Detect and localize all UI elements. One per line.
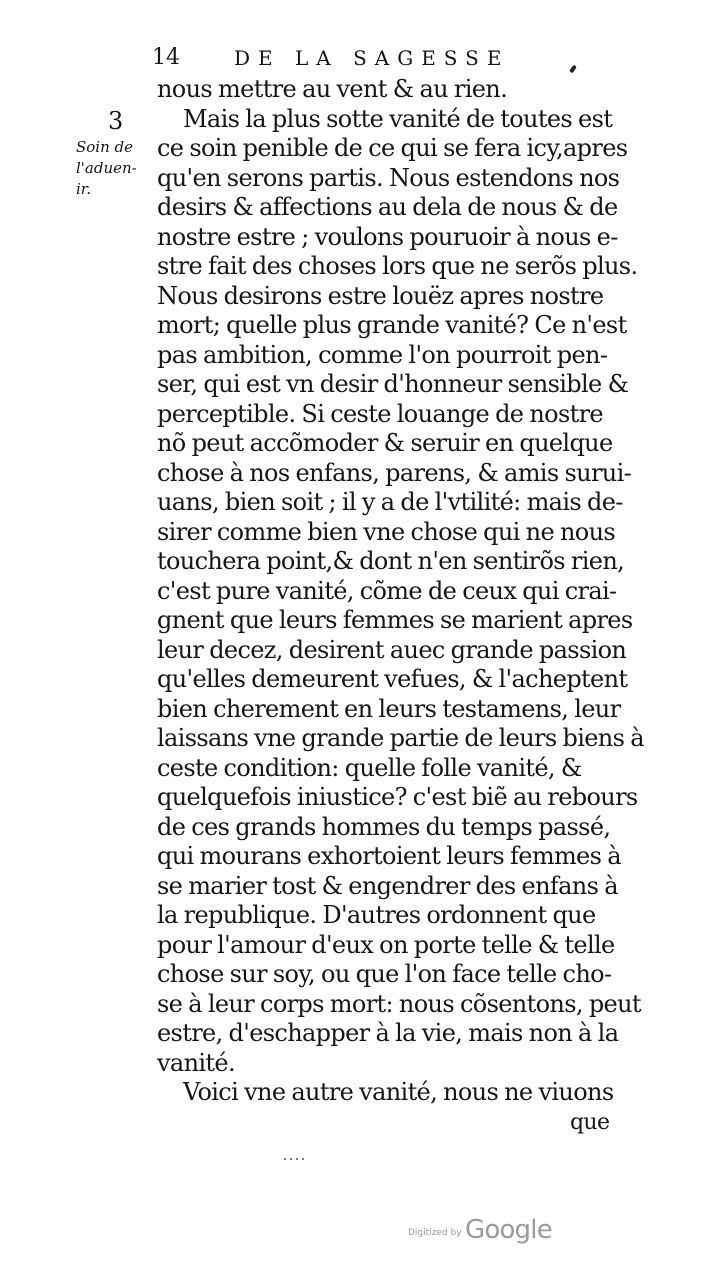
- text-line: leur decez, desirent auec grande passion: [157, 635, 627, 664]
- text-line: desirs & affections au dela de nous & de: [157, 193, 618, 221]
- text-line: qu'elles demeurent vefues, & l'acheptent: [157, 665, 628, 693]
- text-line: bien cherement en leurs testamens, leur: [157, 694, 621, 723]
- text-line: Nous desirons estre louëz apres nostre: [157, 281, 604, 310]
- text-line: uans, bien soit ; il y a de l'vtilité: mais de-: [157, 488, 623, 516]
- margin-note-line: ir.: [76, 180, 92, 198]
- text-line: se marier tost & engendrer des enfans à: [157, 871, 618, 900]
- text-line: chose sur soy, ou que l'on face telle cho-: [157, 960, 612, 988]
- text-line: nous mettre au vent & au rien.: [157, 75, 508, 103]
- body-text: [157, 75, 644, 1137]
- text-line: mort; quelle plus grande vanité? Ce n'est: [157, 311, 627, 339]
- text-line: sirer comme bien vne chose qui ne nous: [157, 517, 616, 546]
- margin-note-line: l'aduen-: [76, 159, 137, 177]
- page-header: [152, 41, 632, 75]
- margin-note: [76, 137, 148, 200]
- text-line: ser, qui est vn desir d'honneur sensible &: [157, 370, 629, 398]
- text-line: perceptible. Si ceste louange de nostre: [157, 399, 603, 428]
- running-head: DE LA SAGESSE: [234, 46, 510, 70]
- text-line: nostre estre ; voulons pouruoir à nous e-: [157, 222, 618, 251]
- printer-dots: [284, 1158, 364, 1162]
- text-line: chose à nos enfans, parens, & amis surui-: [157, 458, 632, 487]
- catchword: que: [570, 1109, 610, 1135]
- text-line: c'est pure vanité, cõme de ceux qui crai-: [157, 576, 617, 605]
- text-line: Mais la plus sotte vanité de toutes est: [183, 104, 613, 133]
- page-number: 14: [152, 45, 180, 70]
- printer-mark: [569, 65, 577, 74]
- text-line: quelquefois iniustice? c'est biẽ au rebours: [157, 783, 638, 811]
- text-line: Voici vne autre vanité, nous ne viuons: [183, 1078, 614, 1106]
- text-line: de ces grands hommes du temps passé,: [157, 812, 611, 841]
- text-line: pour l'amour d'eux on porte telle & telle: [157, 930, 615, 959]
- text-line: pas ambition, comme l'on pourroit pen-: [157, 340, 608, 369]
- text-line: gnent que leurs femmes se marient apres: [157, 606, 633, 634]
- text-line: nõ peut accõmoder & seruir en quelque: [157, 429, 613, 457]
- margin-note-line: Soin de: [76, 138, 134, 156]
- text-line: touchera point,& dont n'en sentirõs rien,: [157, 547, 625, 575]
- text-line: ce soin penible de ce qui se fera icy,apres: [157, 134, 628, 162]
- section-number: 3: [108, 107, 124, 135]
- watermark-prefix: Digitized by: [408, 1228, 462, 1238]
- text-line: estre, d'eschapper à la vie, mais non à la: [157, 1019, 619, 1047]
- text-line: se à leur corps mort: nous cõsentons, peut: [157, 989, 641, 1018]
- text-line: qui mourans exhortoient leurs femmes à: [157, 842, 621, 870]
- ink-dot: [284, 1158, 286, 1160]
- digitization-watermark: [408, 1215, 563, 1249]
- text-line: vanité.: [157, 1048, 235, 1077]
- text-line: qu'en serons partis. Nous estendons nos: [157, 163, 620, 192]
- text-line: stre fait des choses lors que ne serõs plus.: [157, 252, 638, 280]
- text-line: la republique. D'autres ordonnent que: [157, 901, 596, 929]
- text-line: ceste condition: quelle folle vanité, &: [157, 753, 582, 782]
- ink-dot: [296, 1158, 298, 1160]
- ink-dot: [302, 1158, 304, 1160]
- ink-dot: [290, 1158, 292, 1160]
- watermark-brand: Google: [465, 1215, 552, 1245]
- text-line: laissans vne grande partie de leurs biens à: [157, 724, 644, 752]
